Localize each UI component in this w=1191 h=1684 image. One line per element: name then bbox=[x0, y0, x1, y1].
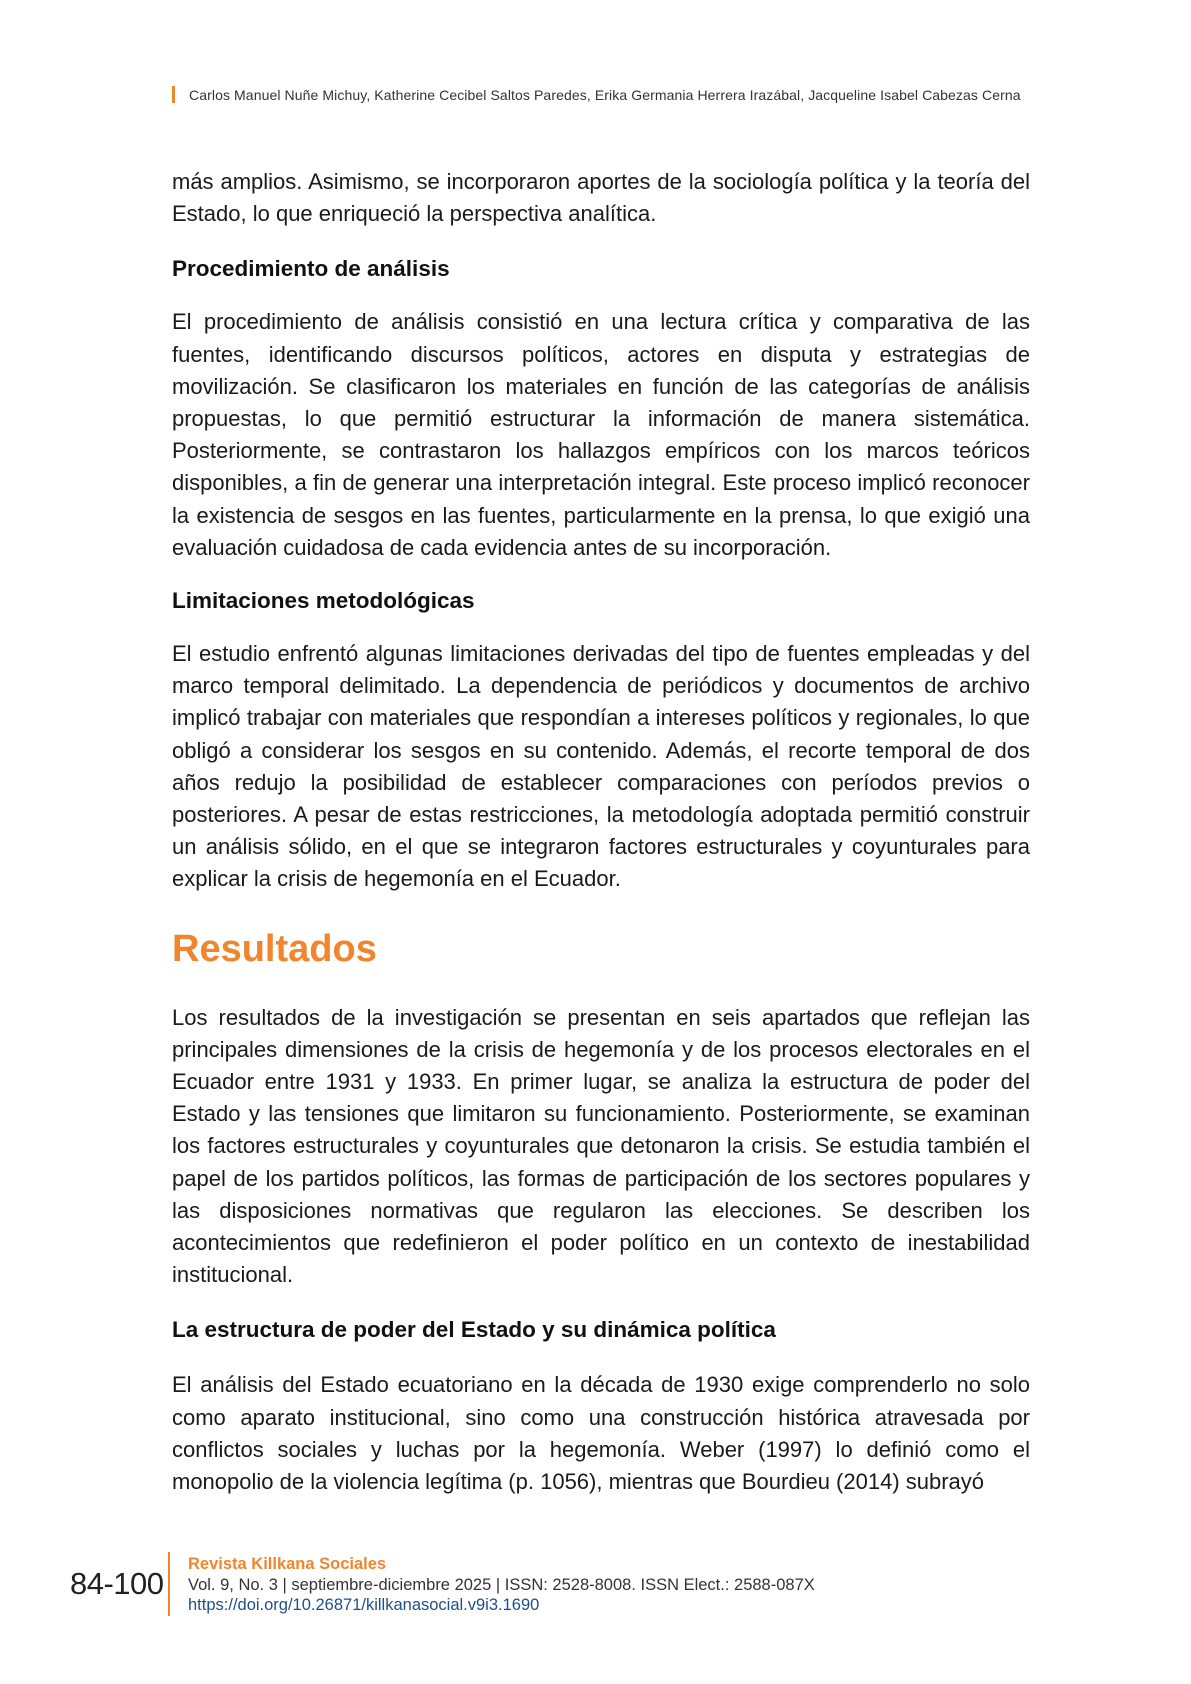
heading-procedimiento: Procedimiento de análisis bbox=[172, 256, 450, 282]
journal-info bbox=[188, 1554, 815, 1616]
section-title-resultados: Resultados bbox=[172, 927, 377, 970]
paragraph-limitaciones: El estudio enfrentó algunas limitaciones derivadas del tipo de fuentes empleadas y del marco temporal delimitado. La dependencia de periódicos y documentos de archivo implicó trabajar con materiales que respondían a intereses políticos y regionales, lo que obligó a considerar los sesgos en su contenido. Además, el recorte temporal de dos años redujo la posibilidad de establecer comparaciones con períodos previos o posteriores. A pesar de estas restricciones, la metodología adoptada permitió construir un análisis sólido, en el que se integraron factores estructurales y coyunturales para explicar la crisis de hegemonía en el Ecuador. bbox=[172, 641, 1030, 892]
paragraph-procedimiento: El procedimiento de análisis consistió en una lectura crítica y comparativa de las fuentes, identificando discursos políticos, actores en disputa y estrategias de movilización. Se clasificaron los materiales en función de las categorías de análisis propuestas, lo que permitió estructurar la información de manera sistemática. Posteriormente, se contrastaron los hallazgos empíricos con los marcos teóricos disponibles, a fin de generar una interpretación integral. Este proceso implicó reconocer la existencia de sesgos en las fuentes, particularmente en la prensa, lo que exigió una evaluación cuidadosa de cada evidencia antes de su incorporación. bbox=[172, 309, 1030, 560]
doi-link[interactable]: https://doi.org/10.26871/killkanasocial.v9i3.1690 bbox=[188, 1596, 540, 1614]
paragraph-resultados: Los resultados de la investigación se presentan en seis apartados que reflejan las principales dimensiones de la crisis de hegemonía y de los procesos electorales en el Ecuador entre 1931 y 1933. En primer lugar, se analiza la estructura de poder del Estado y las tensiones que limitaron su funcionamiento. Posteriormente, se examinan los factores estructurales y coyunturales que detonaron la crisis. Se estudia también el papel de los partidos políticos, las formas de participación de los sectores populares y las disposiciones normativas que regularon las elecciones. Se describen los acontecimientos que redefinieron el poder político en un contexto de inestabilidad institucional. bbox=[172, 1004, 1030, 1288]
paragraph-intro: más amplios. Asimismo, se incorporaron aportes de la sociología política y la teoría del Estado, lo que enriqueció la perspectiva analítica. bbox=[172, 169, 1030, 227]
journal-meta: Vol. 9, No. 3 | septiembre-diciembre 2025 | ISSN: 2528-8008. ISSN Elect.: 2588-087X bbox=[188, 1575, 815, 1594]
running-head-authors: Carlos Manuel Nuñe Michuy, Katherine Cecibel Saltos Paredes, Erika Germania Herrera Irazábal, Jacqueline Isabel Cabezas Cerna bbox=[189, 86, 1021, 103]
running-head-accent-bar bbox=[172, 86, 175, 103]
page-footer bbox=[70, 1552, 1070, 1622]
running-head bbox=[172, 86, 1032, 103]
heading-estructura-poder: La estructura de poder del Estado y su dinámica política bbox=[172, 1317, 776, 1343]
footer-divider bbox=[168, 1552, 170, 1616]
article-body bbox=[172, 166, 1030, 1498]
paragraph-estructura-poder: El análisis del Estado ecuatoriano en la década de 1930 exige comprenderlo no solo como aparato institucional, sino como una construcción histórica atravesada por conflictos sociales y luchas por la hegemonía. Weber (1997) lo definió como el monopolio de la violencia legítima (p. 1056), mientras que Bourdieu (2014) subrayó bbox=[172, 1372, 1030, 1495]
journal-name: Revista Killkana Sociales bbox=[188, 1555, 387, 1573]
heading-limitaciones: Limitaciones metodológicas bbox=[172, 588, 475, 614]
page-range: 84-100 bbox=[70, 1566, 164, 1601]
